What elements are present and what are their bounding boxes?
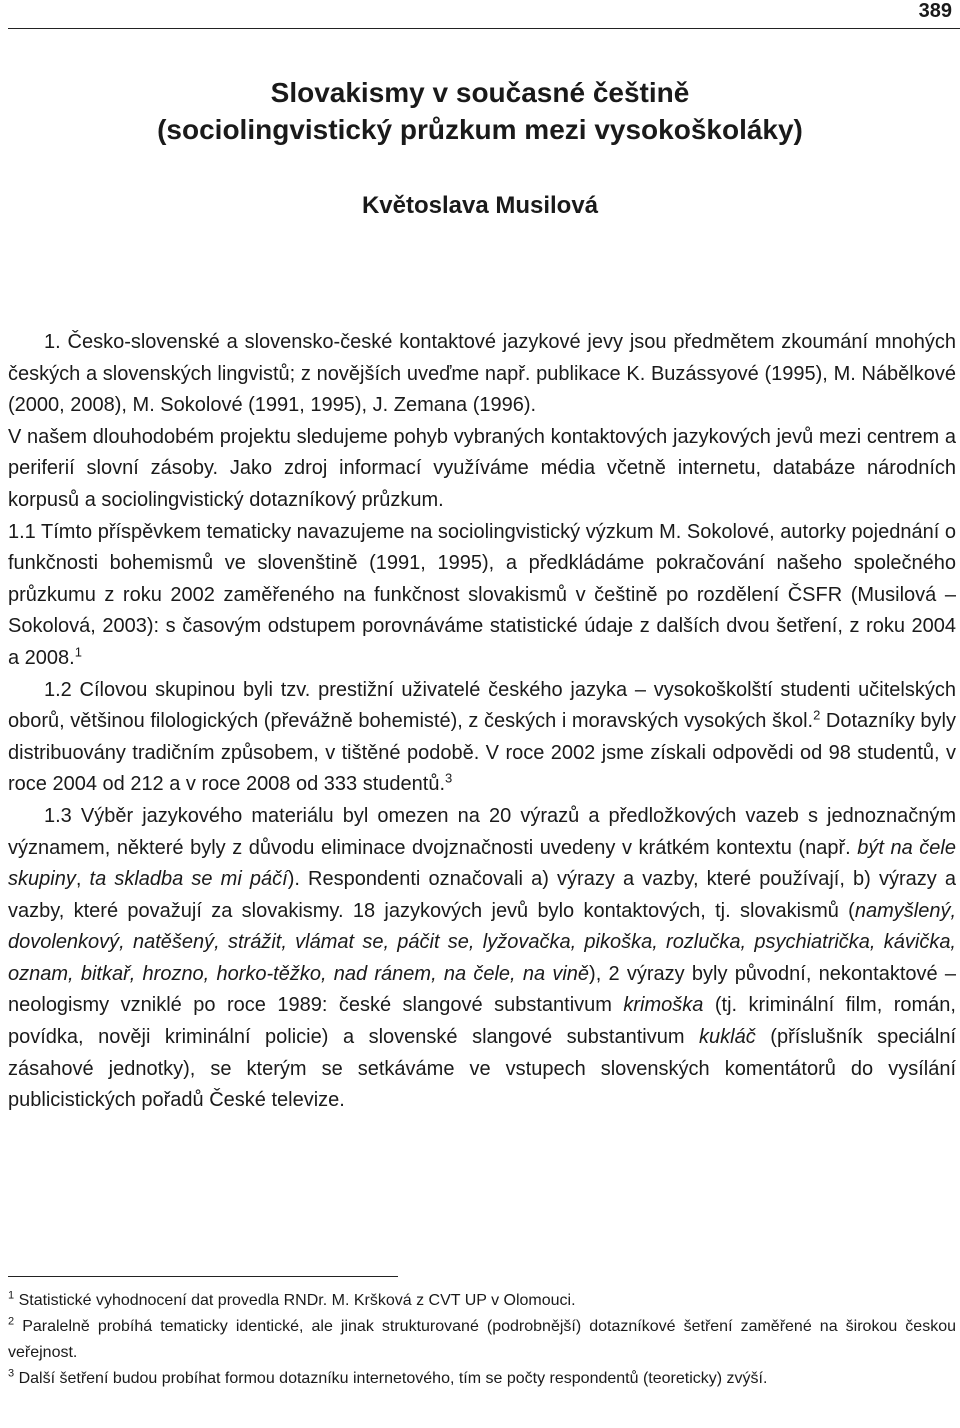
page-number: 389 — [918, 0, 952, 22]
footnote-2 — [8, 1314, 956, 1366]
paragraph-4 — [8, 675, 956, 801]
paragraph-4-text-b: Dotazníky byly distribuovány tradičním způsobem, v tištěné podobě. V roce 2002 jsme získali odpovědi od 98 studentů, v roce 2004 od 212 a v roce 2008 od 333 studentů. — [8, 710, 956, 796]
paragraph-5-text-d: (tj. kriminální film, román, povídka, nověji kriminální policie) a slovenské slangové substantivum — [8, 994, 956, 1049]
example-1: být na čele skupiny — [8, 836, 956, 891]
example-separator: , — [75, 868, 90, 891]
footnote-ref-3: 3 — [445, 770, 453, 786]
footnote-ref-2: 2 — [813, 707, 821, 723]
article-title-line-2: (sociolingvistický průzkum mezi vysokoškoláky) — [157, 114, 803, 145]
header-rule — [8, 28, 960, 29]
paragraph-3 — [8, 517, 956, 675]
paragraph-2: V našem dlouhodobém projektu sledujeme pohyb vybraných kontaktových jazykových jevů mezi centrem a periferií slovní zásoby. Jako zdroj informací využíváme média včetně internetu, databáze národních korpusů a sociolingvistický dotazníkový průzkum. — [8, 425, 956, 511]
footnote-number: 1 — [8, 1289, 15, 1302]
paragraph-5-text-e: (příslušník speciální zásahové jednotky), se kterým se setkáváme ve vstupech slovenských komentátorů do vysílání publicistických pořadů České televize. — [8, 1026, 957, 1112]
footnotes — [8, 1288, 956, 1392]
body-text — [8, 327, 956, 1117]
paragraph-5 — [8, 801, 956, 1117]
word-krimoska: krimoška — [623, 994, 704, 1017]
paragraph-4-text-a: 1.2 Cílovou skupinou byli tzv. prestižní uživatelé českého jazyka – vysokoškolští studenti učitelských oborů, většinou filologických (převážně bohemisté), z českých i moravských vysokých škol. — [8, 678, 956, 733]
paragraph-5-text-c: ), 2 výrazy byly původní, nekontaktové – neologismy vzniklé po roce 1989: české slangové substantivum — [8, 962, 956, 1017]
footnote-number: 3 — [8, 1367, 15, 1380]
footnote-text: Statistické vyhodnocení dat provedla RNDr. M. Kršková z CVT UP v Olomouci. — [18, 1292, 576, 1309]
slovakism-list: namyšlený, dovolenkový, natěšený, strážit, vlámat se, páčit se, lyžovačka, pikoška, rozlučka, psychiatrička, kávička, oznam, bitkař, hrozno, horko-těžko, nad ránem, na čele, na vině — [8, 899, 956, 985]
example-2: ta skladba se mi páčí — [89, 868, 288, 891]
footnote-number: 2 — [8, 1315, 15, 1328]
footnote-1 — [8, 1288, 956, 1314]
author-name: Květoslava Musilová — [361, 192, 599, 219]
paragraph-5-text-a: 1.3 Výběr jazykového materiálu byl omezen na 20 výrazů a předložkových vazeb s jednoznačným významem, některé byly z důvodu eliminace dvojznačnosti uvedeny v krátkém kontextu (např. — [8, 804, 956, 859]
footnote-text: Další šetření budou probíhat formou dotazníku internetového, tím se počty respondentů (teoreticky) zvýší. — [18, 1370, 768, 1387]
paragraph-3-text: 1.1 Tímto příspěvkem tematicky navazujeme na sociolingvistický výzkum M. Sokolové, autorky pojednání o funkčnosti bohemismů ve slovenštině (1991, 1995), a předkládáme pokračování našeho společného průzkumu z roku 2002 zaměřeného na funkčnost slovakismů v češtině po rozdělení ČSFR (Musilová – Sokolová, 2003): s časovým odstupem porovnáváme statistické údaje z dalších dvou šetření, z roku 2004 a 2008. — [8, 520, 956, 669]
paragraph-5-text-b: ). Respondenti označovali a) výrazy a vazby, které používají, b) výrazy a vazby, které považují za slovakismy. 18 jazykových jevů bylo kontaktových, tj. slovakismů ( — [8, 868, 956, 922]
footnote-3 — [8, 1366, 956, 1392]
article-title-line-1: Slovakismy v současné češtině — [270, 77, 690, 108]
footnote-text: Paralelně probíhá tematicky identické, ale jinak strukturované (podrobnější) dotazníkové šetření zaměřené na širokou českou veřejnost. — [8, 1318, 957, 1361]
footnote-rule — [8, 1276, 398, 1277]
word-kuklac: kukláč — [699, 1026, 756, 1049]
paragraph-1: 1. Česko-slovenské a slovensko-české kontaktové jazykové jevy jsou předmětem zkoumání mnohých českých a slovenských lingvistů; z novějších uveďme např. publikace K. Buzássyové (1995), M. Nábělkové (2000, 2008), M. Sokolové (1991, 1995), J. Zemana (1996). — [8, 331, 956, 417]
footnote-ref-1: 1 — [74, 644, 82, 660]
